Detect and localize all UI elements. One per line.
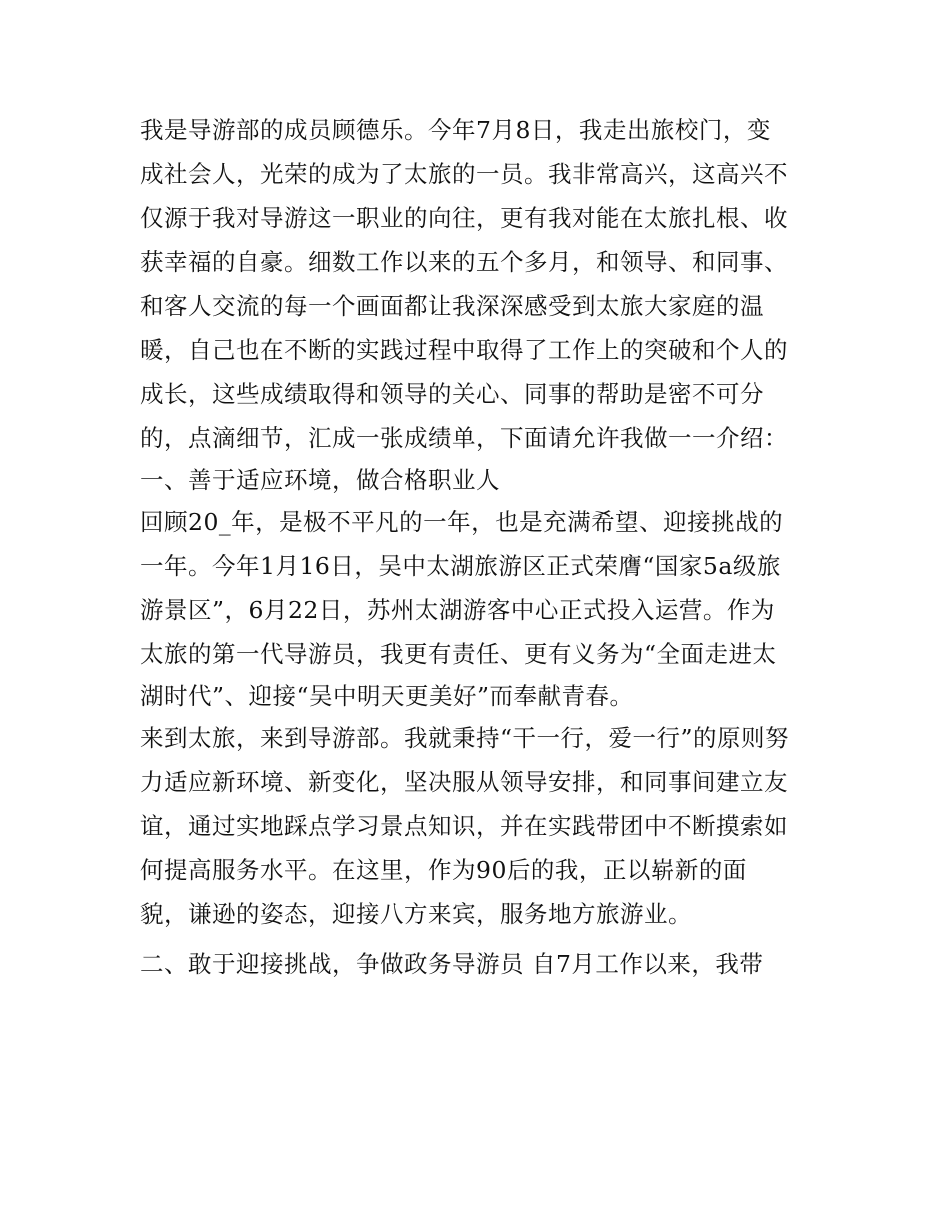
text-line: 力适应新环境、新变化，坚决服从领导安排，和同事间建立友 (140, 768, 788, 796)
document-body (140, 108, 820, 986)
text-line: 获幸福的自豪。细数工作以来的五个多月，和领导、和同事、 (140, 248, 788, 276)
text-line: 貌，谦逊的姿态，迎接八方来宾，服务地方旅游业。 (140, 900, 692, 928)
text-line: 和客人交流的每一个画面都让我深深感受到太旅大家庭的温 (140, 292, 764, 320)
text-line: 成长，这些成绩取得和领导的关心、同事的帮助是密不可分 (140, 380, 764, 408)
section-heading: 一、善于适应环境，做合格职业人 (140, 466, 500, 494)
text-line: 何提高服务水平。在这里，作为90后的我，正以崭新的面 (140, 856, 747, 884)
text-line: 成社会人，光荣的成为了太旅的一员。我非常高兴，这高兴不 (140, 160, 788, 188)
text-line: 暖，自己也在不断的实践过程中取得了工作上的突破和个人的 (140, 336, 788, 364)
text-line: 仅源于我对导游这一职业的向往，更有我对能在太旅扎根、收 (140, 204, 788, 232)
text-line: 游景区”，6月22日，苏州太湖游客中心正式投入运营。作为 (140, 596, 775, 624)
text-line: 太旅的第一代导游员，我更有责任、更有义务为“全面走进太 (140, 640, 777, 668)
text-line: 湖时代”、迎接“吴中明天更美好”而奉献青春。 (140, 682, 634, 710)
text-line: 我是导游部的成员顾德乐。今年7月8日，我走出旅校门，变 (140, 116, 771, 144)
text-line: 来到太旅，来到导游部。我就秉持“干一行，爱一行”的原则努 (140, 724, 790, 752)
text-line: 一年。今年1月16日，吴中太湖旅游区正式荣膺“国家5a级旅 (140, 552, 781, 580)
section-heading: 二、敢于迎接挑战，争做政务导游员 自7月工作以来，我带 (140, 950, 764, 978)
text-line: 回顾20_年，是极不平凡的一年，也是充满希望、迎接挑战的 (140, 508, 784, 536)
text-line: 的，点滴细节，汇成一张成绩单，下面请允许我做一一介绍： (140, 424, 788, 452)
text-line: 谊，通过实地踩点学习景点知识，并在实践带团中不断摸索如 (140, 812, 788, 840)
